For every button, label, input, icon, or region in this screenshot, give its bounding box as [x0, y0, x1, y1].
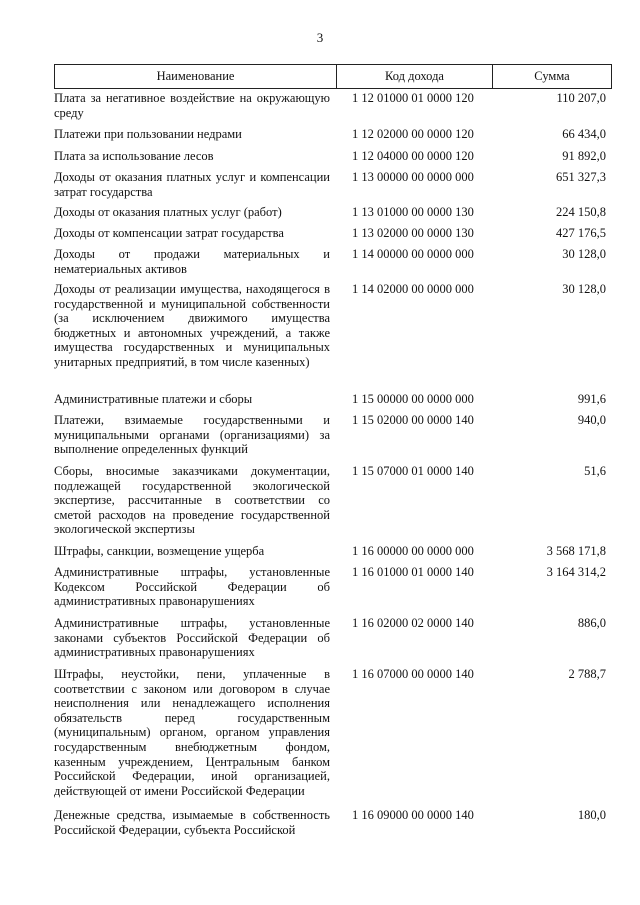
table-row [54, 91, 614, 127]
table-row [54, 464, 614, 544]
row-sum: 940,0 [577, 413, 606, 427]
row-code: 1 16 00000 00 0000 000 [352, 544, 474, 558]
row-name: Доходы от оказания платных услуг и компенсации затрат государства [54, 170, 330, 199]
table-row [54, 205, 614, 226]
header-name: Наименование [55, 65, 337, 88]
row-code: 1 16 09000 00 0000 140 [352, 808, 474, 822]
row-code: 1 13 00000 00 0000 000 [352, 170, 474, 184]
header-code: Код дохода [337, 65, 493, 88]
row-sum: 30 128,0 [562, 282, 606, 296]
row-sum: 224 150,8 [556, 205, 606, 219]
table-row [54, 413, 614, 464]
row-sum: 91 892,0 [562, 149, 606, 163]
row-sum: 3 568 171,8 [546, 544, 606, 558]
row-sum: 30 128,0 [562, 247, 606, 261]
row-name: Доходы от продажи материальных и нематериальных активов [54, 247, 330, 276]
table-row [54, 282, 614, 392]
row-code: 1 14 00000 00 0000 000 [352, 247, 474, 261]
row-code: 1 12 01000 01 0000 120 [352, 91, 474, 105]
row-sum: 886,0 [577, 616, 606, 630]
row-code: 1 12 02000 00 0000 120 [352, 127, 474, 141]
row-sum: 2 788,7 [568, 667, 606, 681]
row-sum: 991,6 [577, 392, 606, 406]
row-name: Административные платежи и сборы [54, 392, 253, 406]
row-code: 1 15 07000 01 0000 140 [352, 464, 474, 478]
row-code: 1 12 04000 00 0000 120 [352, 149, 474, 163]
row-name: Доходы от оказания платных услуг (работ) [54, 205, 282, 219]
row-name: Денежные средства, изымаемые в собственность Российской Федерации, субъекта Российской [54, 808, 330, 837]
row-name: Плата за использование лесов [54, 149, 214, 163]
row-name: Платежи, взимаемые государственными и муниципальными органами (организациями) за выполнение определенных функций [54, 413, 330, 457]
row-name: Штрафы, санкции, возмещение ущерба [54, 544, 265, 558]
row-sum: 110 207,0 [556, 91, 606, 105]
table-row [54, 170, 614, 205]
row-code: 1 16 07000 00 0000 140 [352, 667, 474, 681]
row-name: Штрафы, неустойки, пени, уплаченные в соответствии с законом или договором в случае неисполнения или ненадлежащего исполнения обязательств перед государственным (муниципальным) органом, органом управления государственным внебюджетным фондом, казенным учреждением, Центральным банком Российской Федерации, иной организацией, действующей от имени Российской Федерации [54, 667, 330, 798]
page-number: 3 [316, 30, 324, 45]
row-code: 1 16 02000 02 0000 140 [352, 616, 474, 630]
row-code: 1 13 01000 00 0000 130 [352, 205, 474, 219]
row-code: 1 13 02000 00 0000 130 [352, 226, 474, 240]
table-row [54, 544, 614, 565]
row-name: Доходы от реализации имущества, находящегося в государственной и муниципальной собственности (за исключением движимого имущества бюджетных и автономных учреждений, а также имущества государственных и муниципальных унитарных предприятий, в том числе казенных) [54, 282, 330, 369]
row-code: 1 14 02000 00 0000 000 [352, 282, 474, 296]
row-name: Доходы от компенсации затрат государства [54, 226, 284, 240]
table-header [54, 64, 612, 89]
table-row [54, 808, 614, 844]
row-name: Сборы, вносимые заказчиками документации, подлежащей государственной экологической экспертизе, рассчитанные в соответствии со сметой расходов на проведение государственной экологической экспертизы [54, 464, 330, 537]
table-row [54, 149, 614, 170]
row-code: 1 15 00000 00 0000 000 [352, 392, 474, 406]
table-row [54, 667, 614, 808]
table-row [54, 392, 614, 413]
row-sum: 180,0 [577, 808, 606, 822]
row-sum: 51,6 [584, 464, 606, 478]
header-sum: Сумма [534, 69, 570, 83]
table-row [54, 616, 614, 667]
row-code: 1 16 01000 01 0000 140 [352, 565, 474, 579]
row-name: Административные штрафы, установленные законами субъектов Российской Федерации об административных правонарушениях [54, 616, 330, 660]
row-code: 1 15 02000 00 0000 140 [352, 413, 474, 427]
row-name: Административные штрафы, установленные Кодексом Российской Федерации об административных правонарушениях [54, 565, 330, 609]
row-name: Плата за негативное воздействие на окружающую среду [54, 91, 330, 120]
table-row [54, 127, 614, 149]
row-sum: 3 164 314,2 [546, 565, 606, 579]
table-row [54, 565, 614, 616]
income-table-body [54, 91, 614, 844]
row-sum: 651 327,3 [556, 170, 606, 184]
row-sum: 66 434,0 [562, 127, 606, 141]
row-name: Платежи при пользовании недрами [54, 127, 242, 141]
row-sum: 427 176,5 [556, 226, 606, 240]
table-row [54, 226, 614, 247]
table-row [54, 247, 614, 282]
